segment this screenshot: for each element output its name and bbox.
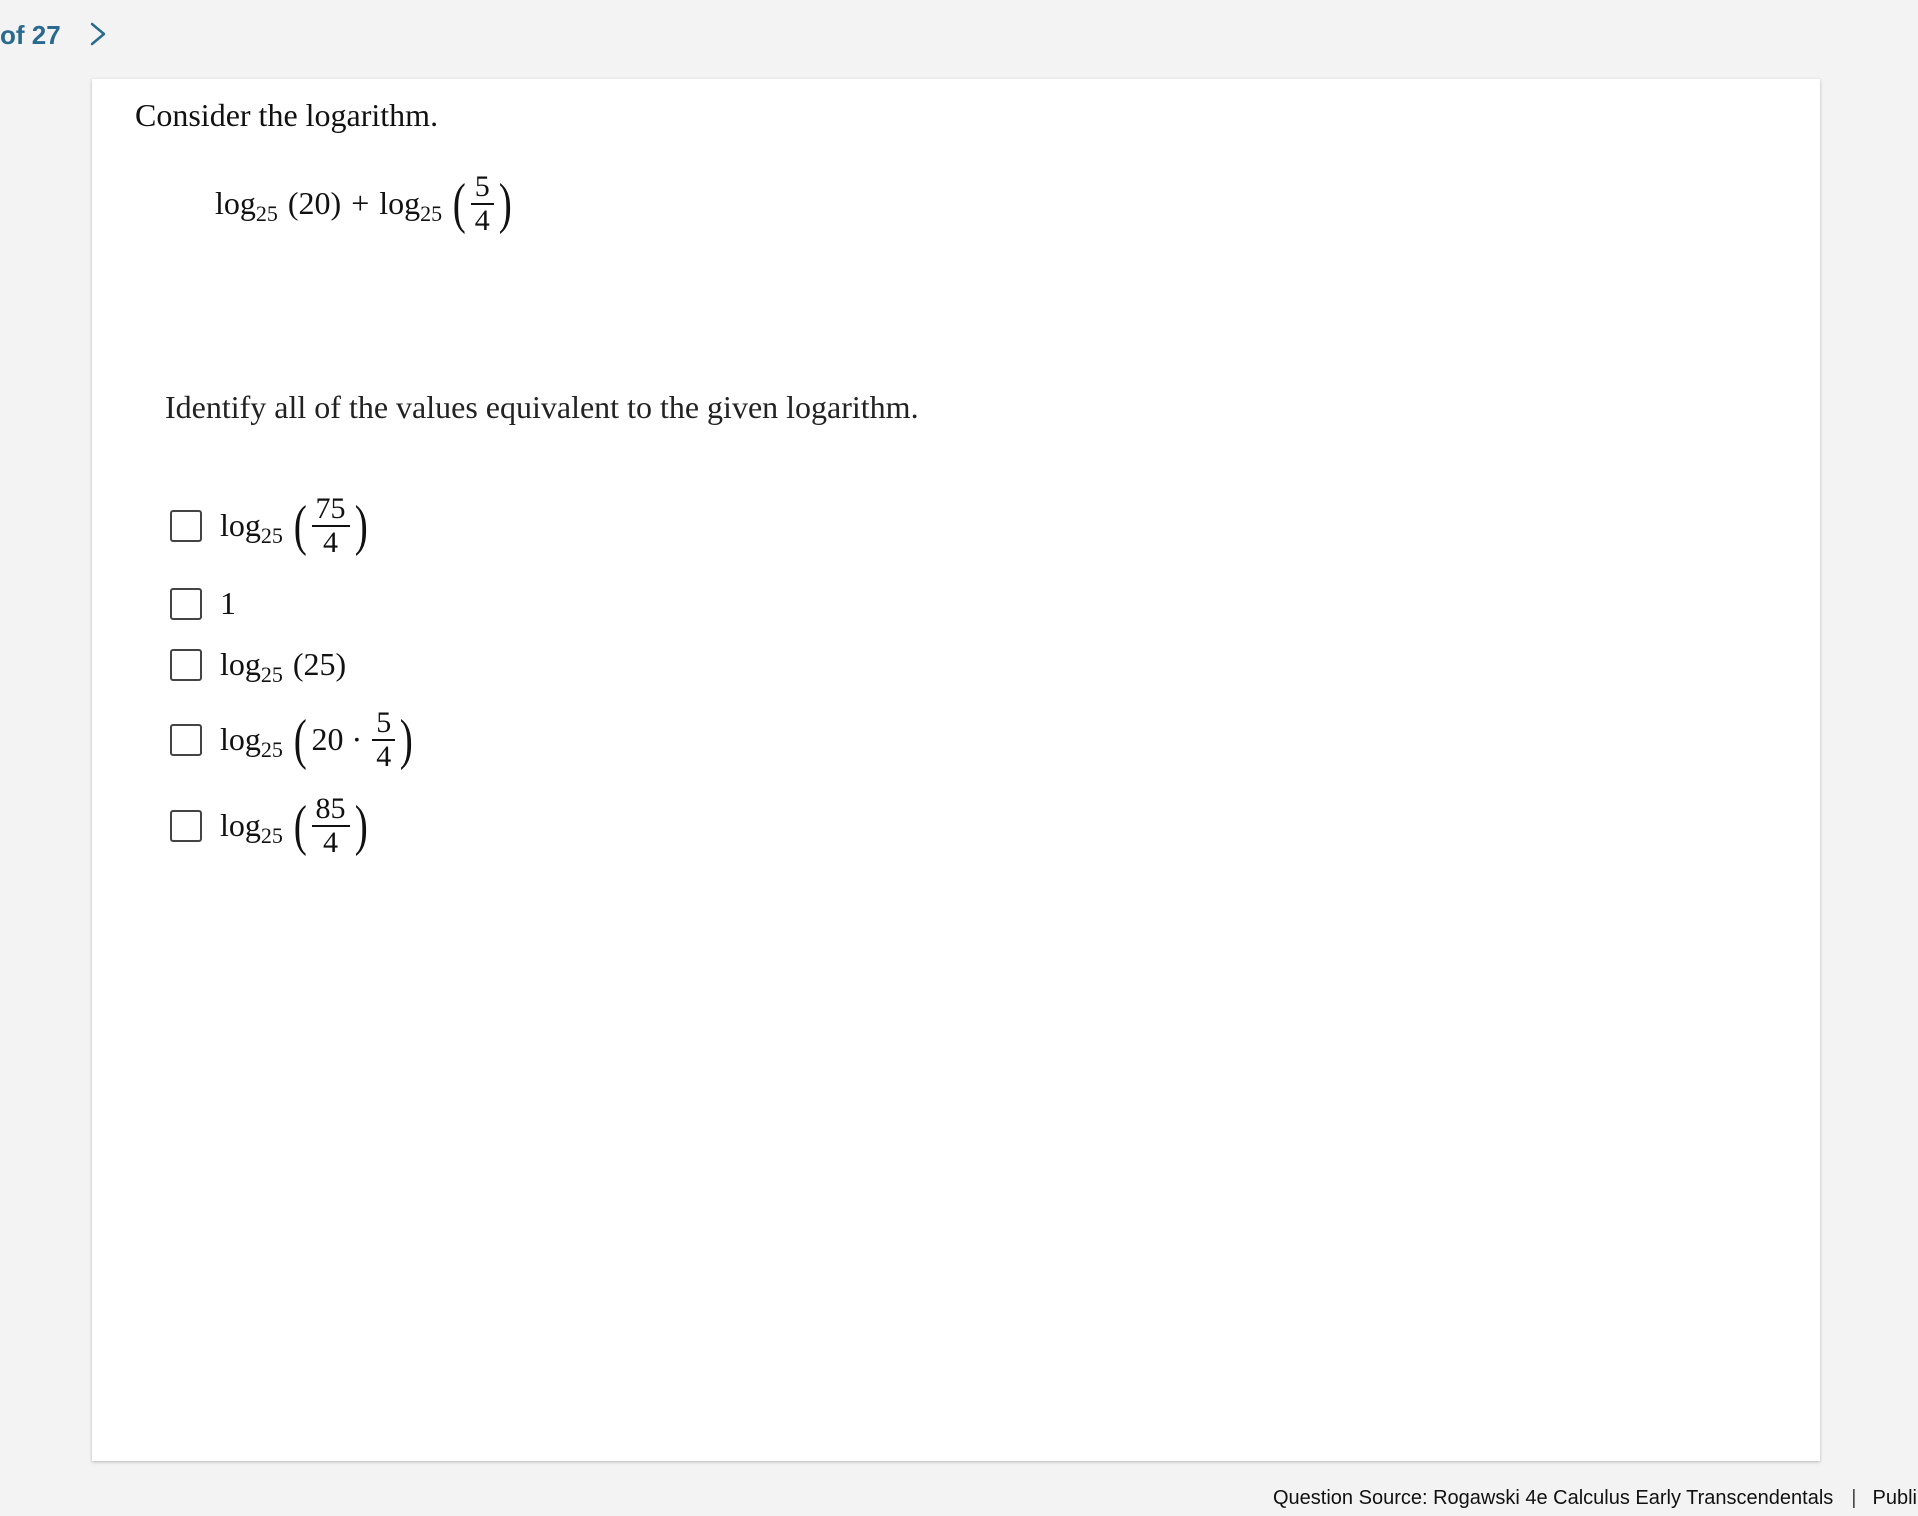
answer-option-5[interactable]: [170, 793, 370, 858]
chevron-right-icon: [84, 16, 112, 52]
option-checkbox[interactable]: [170, 649, 202, 681]
fraction-numerator: 5: [372, 707, 395, 741]
fraction-numerator: 5: [471, 171, 494, 205]
fraction-denominator: 4: [376, 739, 392, 773]
right-paren: ): [498, 172, 512, 235]
log-argument: (25): [292, 646, 347, 682]
fraction-denominator: 4: [323, 825, 339, 859]
fraction: [312, 493, 350, 558]
log-text: log: [220, 721, 261, 757]
log-text: log: [220, 807, 261, 843]
option-checkbox[interactable]: [170, 588, 202, 620]
log-base: 25: [420, 200, 443, 226]
left-paren: (: [293, 494, 307, 557]
next-question-button[interactable]: [84, 16, 112, 52]
log-text: log: [379, 185, 421, 221]
page-count: of 27: [0, 20, 61, 50]
publisher-link[interactable]: Publi: [1872, 1487, 1917, 1509]
left-paren: (: [452, 172, 466, 235]
answer-option-2[interactable]: [170, 585, 236, 622]
question-card: [92, 79, 1820, 1461]
answer-option-1[interactable]: [170, 493, 370, 558]
answer-option-3[interactable]: [170, 646, 347, 687]
right-paren: ): [354, 494, 368, 557]
fraction: [471, 171, 494, 236]
fraction: [312, 793, 350, 858]
log-text: log: [220, 507, 261, 543]
right-paren: ): [354, 794, 368, 857]
right-paren: ): [400, 708, 414, 771]
log-argument: (20): [287, 185, 342, 221]
plus-sign: +: [351, 185, 370, 221]
footer-separator: |: [1851, 1487, 1857, 1509]
problem-intro: Consider the logarithm.: [135, 97, 439, 133]
fraction-numerator: 85: [312, 793, 350, 827]
fraction-denominator: 4: [474, 203, 490, 237]
log-base: 25: [260, 522, 283, 548]
option-checkbox[interactable]: [170, 510, 202, 542]
answer-option-4[interactable]: [170, 707, 416, 772]
question-source: Question Source: Rogawski 4e Calculus Early Transcendentals: [1273, 1487, 1834, 1509]
footer: [1273, 1487, 1917, 1510]
log-base: 25: [260, 736, 283, 762]
log-text: log: [215, 185, 256, 221]
log-base: 25: [255, 200, 278, 226]
fraction-numerator: 75: [312, 493, 350, 527]
log-base: 25: [260, 661, 283, 687]
log-text: log: [220, 646, 261, 682]
fraction: [372, 707, 395, 772]
left-paren: (: [293, 794, 307, 857]
log-base: 25: [260, 822, 283, 848]
given-expression: [215, 171, 514, 236]
option-value: 1: [220, 585, 236, 621]
fraction-denominator: 4: [323, 525, 339, 559]
option-checkbox[interactable]: [170, 810, 202, 842]
left-paren: (: [293, 708, 307, 771]
question-prompt: Identify all of the values equivalent to the given logarithm.: [165, 389, 919, 425]
option-checkbox[interactable]: [170, 724, 202, 756]
product-lead: 20 ·: [311, 721, 363, 757]
